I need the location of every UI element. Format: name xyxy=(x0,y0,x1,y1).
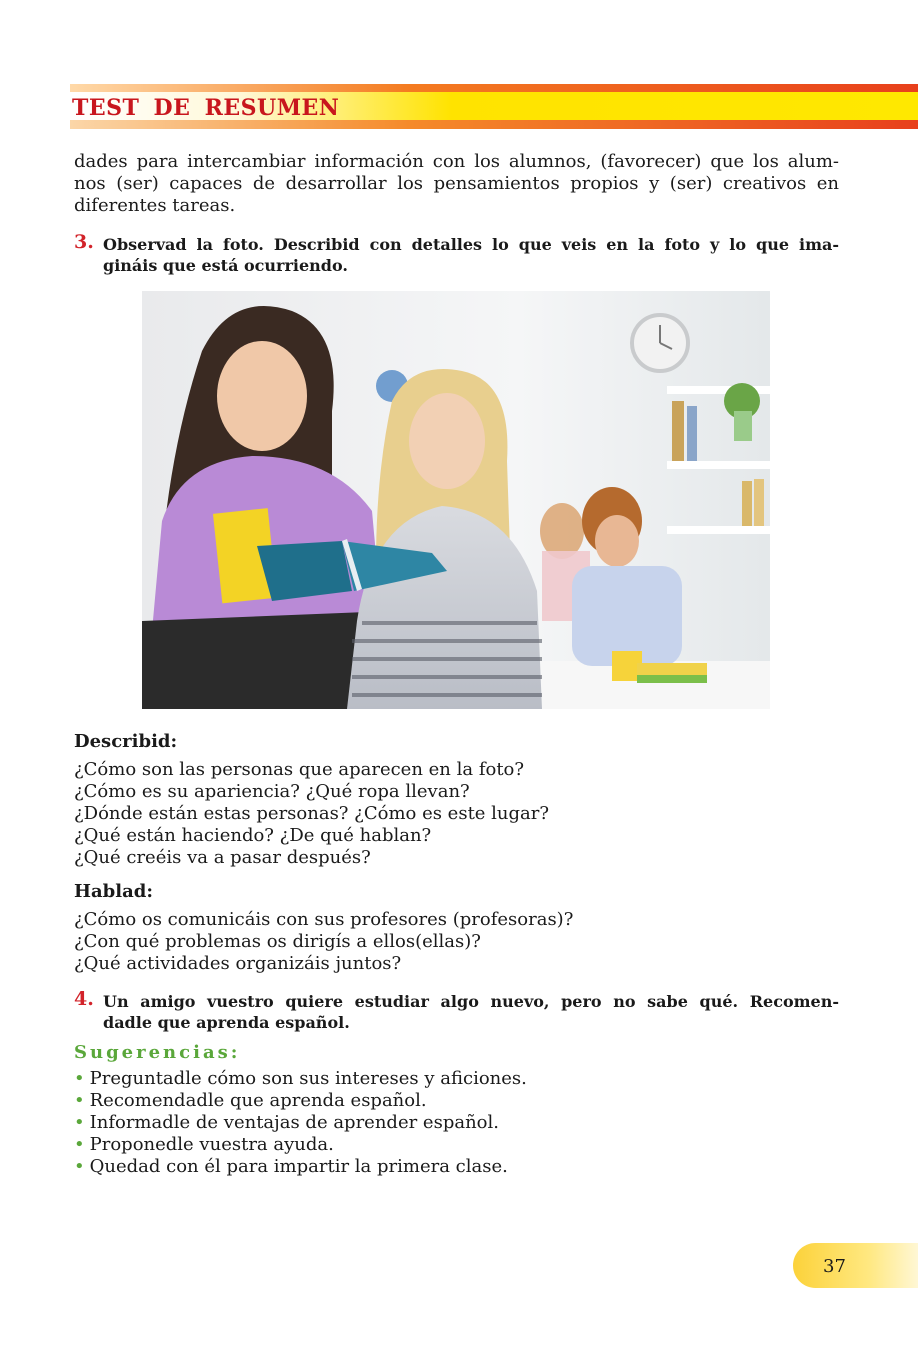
intro-line: nos (ser) capaces de desarrollar los pensamientos propios y (ser) creativos en xyxy=(74,173,839,194)
classroom-photo xyxy=(142,291,770,709)
question-line: ¿Con qué problemas os dirigís a ellos(ellas)? xyxy=(74,931,481,952)
task-line: Observad la foto. Describid con detalles lo que veis en la foto y lo que ima- xyxy=(103,235,839,254)
question-line: ¿Qué están haciendo? ¿De qué hablan? xyxy=(74,825,432,846)
question-line: ¿Cómo son las personas que aparecen en la foto? xyxy=(74,759,525,780)
question-line: ¿Cómo es su apariencia? ¿Qué ropa llevan? xyxy=(74,781,470,802)
question-line: ¿Qué creéis va a pasar después? xyxy=(74,847,371,868)
task-line: Un amigo vuestro quiere estudiar algo nuevo, pero no sabe qué. Recomen- xyxy=(103,992,839,1011)
hablad-questions xyxy=(74,909,573,975)
intro-line: diferentes tareas. xyxy=(74,195,236,216)
list-item: • Proponedle vuestra ayuda. xyxy=(74,1134,334,1155)
list-item: • Quedad con él para impartir la primera clase. xyxy=(74,1156,508,1177)
section-title: TEST DE RESUMEN xyxy=(72,95,340,121)
describid-questions xyxy=(74,759,549,869)
question-line: ¿Cómo os comunicáis con sus profesores (profesoras)? xyxy=(74,909,574,930)
question-line: ¿Qué actividades organizáis juntos? xyxy=(74,953,402,974)
task-line: dadle que aprenda español. xyxy=(103,1013,350,1032)
hablad-heading: Hablad: xyxy=(74,881,153,902)
intro-line: dades para intercambiar información con los alumnos, (favorecer) que los alum- xyxy=(74,151,839,172)
task-number: 4. xyxy=(74,988,94,1010)
list-item: • Recomendadle que aprenda español. xyxy=(74,1090,427,1111)
question-line: ¿Dónde están estas personas? ¿Cómo es este lugar? xyxy=(74,803,550,824)
page-number: 37 xyxy=(823,1256,846,1277)
describid-heading: Describid: xyxy=(74,731,178,752)
list-item: • Informadle de ventajas de aprender español. xyxy=(74,1112,499,1133)
page-number-tab xyxy=(793,1243,918,1288)
task-line: gináis que está ocurriendo. xyxy=(103,256,348,275)
sugerencias-list xyxy=(74,1068,527,1178)
intro-paragraph xyxy=(74,151,839,217)
list-item: • Preguntadle cómo son sus intereses y aficiones. xyxy=(74,1068,527,1089)
sugerencias-heading: Sugerencias: xyxy=(74,1042,241,1063)
task-number: 3. xyxy=(74,231,94,253)
